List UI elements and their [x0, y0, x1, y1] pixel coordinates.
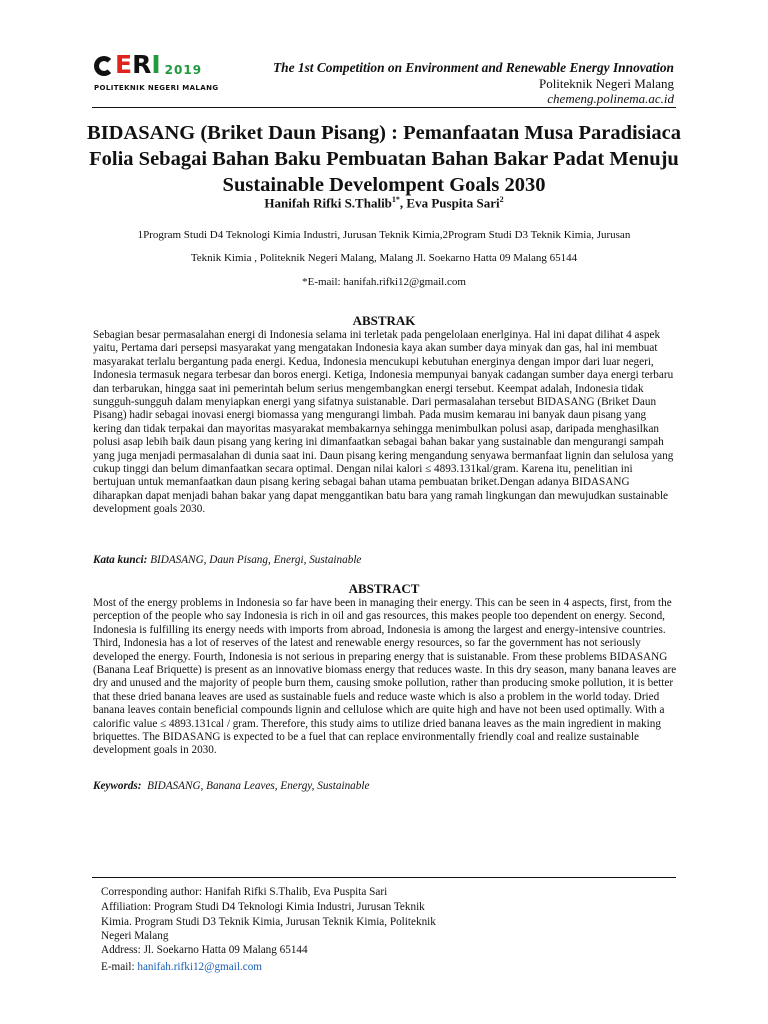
- logo-c-ring-icon: [94, 56, 114, 76]
- author-separator: , Eva Puspita Sari: [399, 195, 500, 211]
- logo-year: 2019: [164, 63, 203, 77]
- author-1-superscript: 1*: [391, 195, 400, 204]
- abstrak-keywords: [93, 554, 677, 566]
- author-1: Hanifah Rifki S.Thalib: [264, 195, 392, 211]
- contact-email: *E-mail: hanifah.rifki12@gmail.com: [302, 276, 466, 288]
- logo-letter-i: I: [151, 50, 161, 79]
- affiliation-line-1: 1Program Studi D4 Teknologi Kimia Industri, Jurusan Teknik Kimia,2Program Studi D3 Teknik Kimia, Jurusan: [137, 229, 631, 241]
- footnote-divider: [92, 877, 676, 878]
- abstrak-keywords-colon: :: [143, 554, 151, 566]
- footnote-email-label: E-mail:: [101, 961, 138, 973]
- footnote-affiliation: Affiliation: Program Studi D4 Teknologi Kimia Industri, Jurusan Teknik Kimia. Program Studi D3 Teknik Kimia, Jurusan Teknik Kimia, Politeknik Negeri Malang: [101, 901, 436, 943]
- footnote-address: Address: Jl. Soekarno Hatta 09 Malang 65144: [101, 944, 308, 956]
- affiliation-line-2: Teknik Kimia , Politeknik Negeri Malang, Malang Jl. Soekarno Hatta 09 Malang 65144: [190, 252, 578, 264]
- competition-name: The 1st Competition on Environment and Renewable Energy Innovation: [272, 60, 674, 75]
- website-link[interactable]: chemeng.polinema.ac.id: [547, 91, 674, 106]
- logo-letter-e: E: [115, 50, 133, 79]
- abstract-heading: ABSTRACT: [348, 581, 420, 596]
- abstract-body: Most of the energy problems in Indonesia so far have been in managing their energy. This can be seen in 4 aspects, first, from the perception of the people who say Indonesia is rich in oil and gas resources, this makes people too dependent on energy. Second, Indonesia is fulfilling its energy needs with imports from abroad, Indonesia is among the largest and energy-intensive countries. Third, Indonesia has a lot of reserves of the latest and renewable energy resources, so far the government has not seriously developed the energy. Fourth, Indonesia is not serious in preparing energy that is suistanable. From these problems BIDASANG (Banana Leaf Briquette) is present as an innovative biomass energy that reduces waste. In this dry season, many banana leaves are dry and unused and the majority of people burn them, causing smoke pollution, rather than producing smoke pollution, it is better that these dried banana leaves are used as sustainable fuels and reduce waste which is also a problem in the world today. Dried banana leaves contain beneficial compounds lignin and cellulose which are quite high and have not been used optimally. With a calorific value ≤ 4893.131cal / gram. Therefore, this study aims to utilize dried banana leaves as the main ingredient in making briquettes. The BIDASANG is expected to be a fuel that can replace environmentally friendly coal and realize sustainable development goals in 2030.: [93, 597, 677, 757]
- logo-letter-r: R: [132, 50, 152, 79]
- logo-subtitle: POLITEKNIK NEGERI MALANG: [94, 84, 219, 92]
- abstract-keywords-label: Keywords:: [93, 780, 142, 792]
- abstract-keywords-list: BIDASANG, Banana Leaves, Energy, Sustainable: [141, 780, 370, 792]
- abstrak-keywords-label: Kata kunci: [93, 554, 144, 566]
- author-2-superscript: 2: [499, 195, 504, 204]
- footnote-email-link[interactable]: hanifah.rifki12@gmail.com: [137, 961, 262, 973]
- ceri-2019-logo: [94, 50, 224, 96]
- institution-name: Politeknik Negeri Malang: [538, 76, 674, 91]
- abstrak-keywords-list: BIDASANG, Daun Pisang, Energi, Sustainable: [150, 554, 362, 566]
- abstrak-body: Sebagian besar permasalahan energi di Indonesia selama ini terletak pada pengelolaan enerlginya. Hal ini dapat dilihat 4 aspek yaitu, Pertama dari persepsi masyarakat yang mengatakan Indonesia kaya akan sumber daya minyak dan gas, hal ini membuat masyarakat terlalu bergantung pada energi. Kedua, Indonesia mencukupi kebutuhan energinya dengan impor dari luar negeri, Indonesia termasuk negara terbesar dan boros energi. Ketiga, Indonesia mempunyai banyak cadangan sumber daya energi terbaru dan terbarukan, hingga saat ini pemerintah belum serius mengembangkan energi tersebut. Keempat adalah, Indonesia tidak sungguh-sungguh dalam menyiapkan energi yang sifatnya suistanable. Dari permasalahan tersebut BIDASANG (Briket Daun Pisang) hadir sebagai inovasi energi biomassa yang mengurangi limbah. Pada musim kemarau ini banyak daun pisang yang kering dan tidak terpakai dan mayoritas masyarakat membakarnya sehingga menimbulkan polusi asap, daripada menghasilkan polusi asap lebih baik daun pisang yang kering ini dimanfaatkan sebagai bahan bakar yang sustainable dan mengurangi sampah yang juga menjadi permasalahan di dunia saat ini. Daun pisang kering mengandung senyawa bermanfaat lignin dan selulosa yang cukup tinggi dan belum dimanfaatkan secara optimal. Dengan nilai kalori ≤ 4893.131kal/gram. Karena itu, penelitian ini bertujuan untuk memanfaatkan daun pisang kering sebagai bahan utama pembuatan briket.Dengan adanya BIDASANG diharapkan dapat menjadi bahan bakar yang dapat menggantikan batu bara yang ramah lingkungan dan mewujudkan sustainable development goals 2030.: [93, 329, 674, 516]
- abstrak-heading: ABSTRAK: [352, 313, 416, 328]
- header-divider: [92, 107, 676, 108]
- paper-title: BIDASANG (Briket Daun Pisang) : Pemanfaatan Musa Paradisiaca Folia Sebagai Bahan Baku Pembuatan Bahan Bakar Padat Menuju Sustainable Develompent Goals 2030: [87, 122, 681, 196]
- author-line: [80, 195, 688, 211]
- footnote-email: [101, 960, 451, 975]
- corresponding-author: Corresponding author: Hanifah Rifki S.Thalib, Eva Puspita Sari: [101, 886, 388, 898]
- logo-wordmark: [94, 50, 203, 79]
- abstract-keywords: [93, 780, 677, 792]
